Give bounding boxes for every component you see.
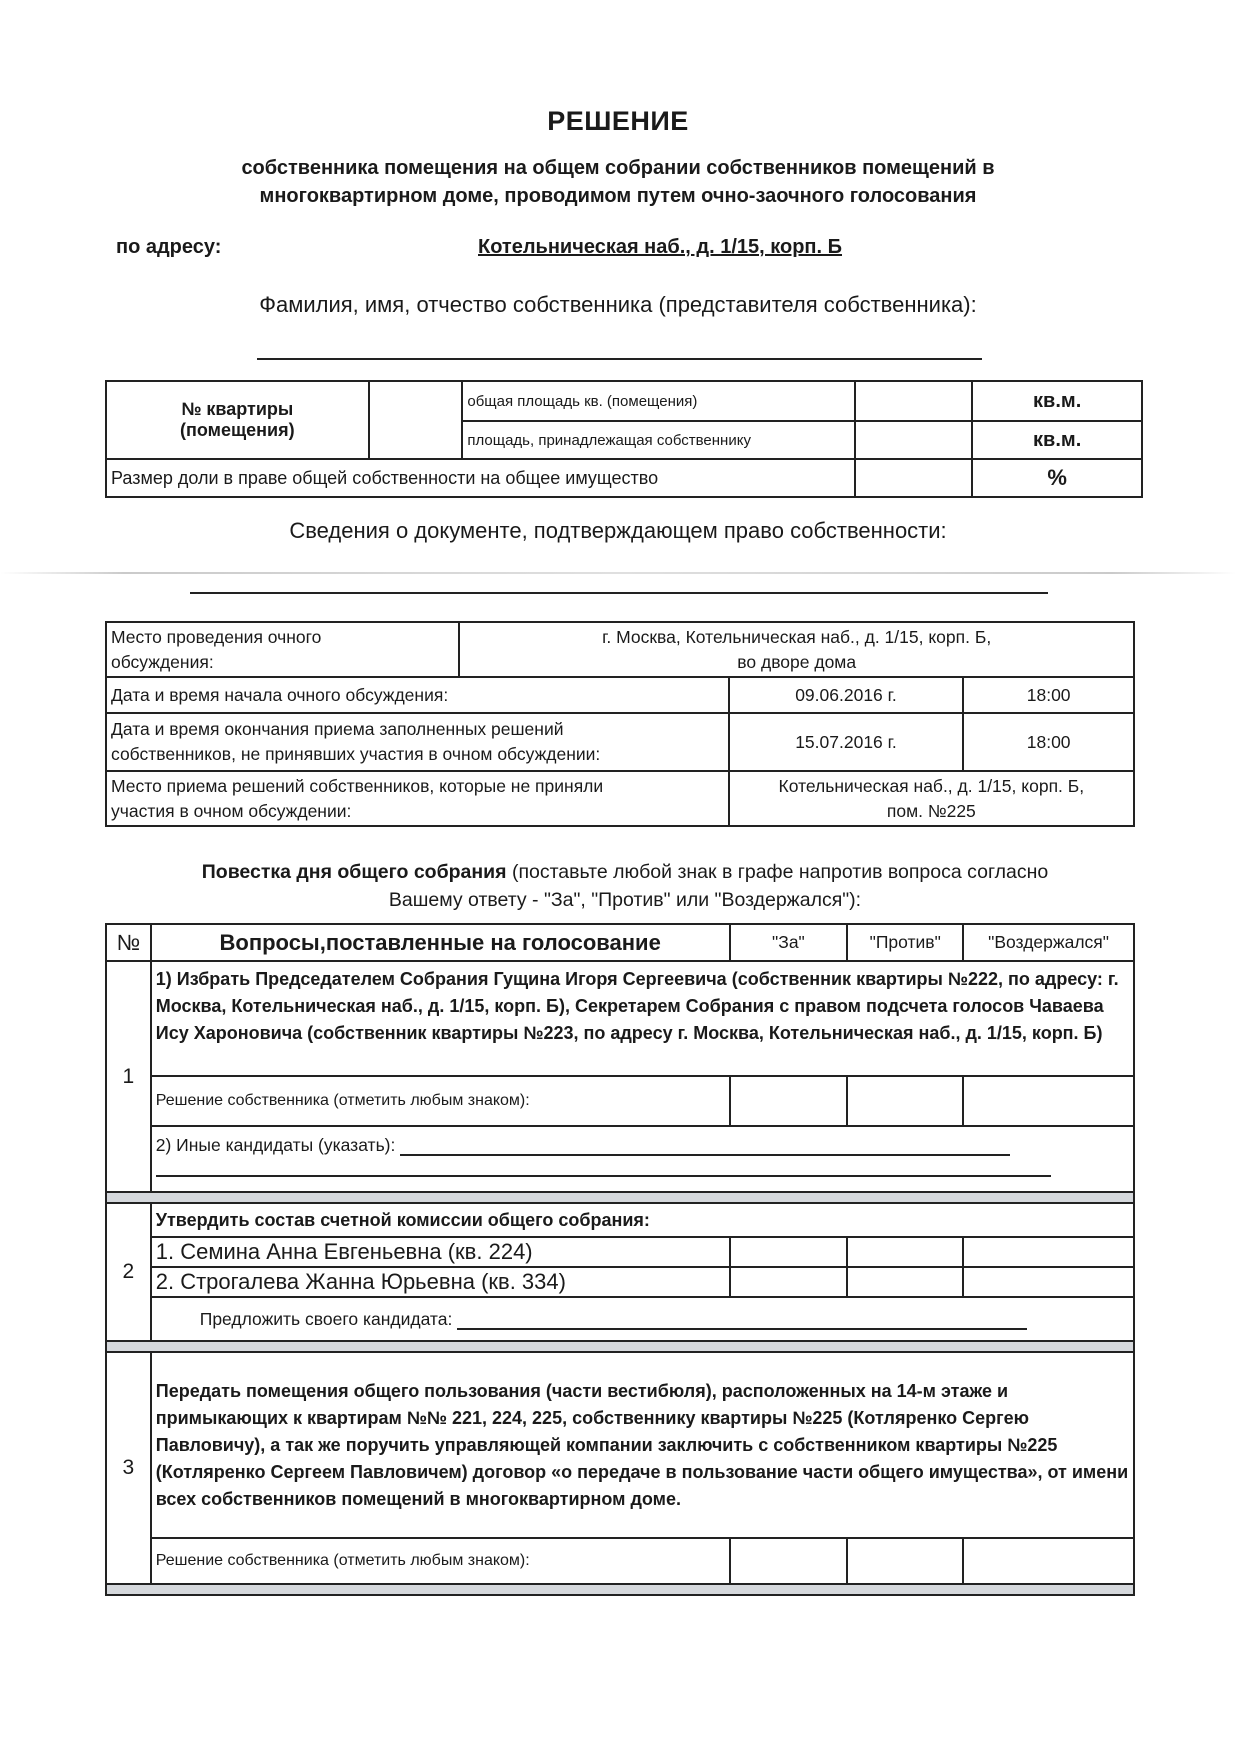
item-3-question: Передать помещения общего пользования (части вестибюля), расположенных на 14-м этаже и примыкающих к квартирам №№ 221, 224, 225, собственнику квартиры №225 (Котляренко Сергею Павловичу), а так же поручить управляющей компании заключить с собственником квартиры №225 (Котляренко Сергеем Павловичем) договор «о передаче в пользование части общего имущества», от имени всех собственников помещений в многоквартирном доме. — [151, 1352, 1134, 1538]
ownership-doc-field[interactable] — [190, 592, 1048, 594]
item-2-candidate-1: 1. Семина Анна Евгеньевна (кв. 224) — [151, 1237, 730, 1267]
separator-band — [106, 1192, 1134, 1203]
item-2-propose-candidate-field[interactable] — [457, 1328, 1027, 1330]
scan-artifact — [0, 572, 1236, 574]
item-2-candidate-2-vote-for[interactable] — [730, 1267, 848, 1297]
owner-name-field[interactable] — [257, 358, 982, 360]
item-2-candidate-1-vote-for[interactable] — [730, 1237, 848, 1267]
receipt-place-label: Место приема решений собственников, которые не приняли участия в очном обсуждении: — [106, 771, 729, 826]
item-1-number: 1 — [106, 961, 151, 1192]
subtitle-line-1: собственника помещения на общем собрании собственников помещений в — [241, 157, 995, 179]
meeting-info-table — [105, 621, 1135, 827]
total-area-label: общая площадь кв. (помещения) — [462, 381, 854, 421]
item-1-vote-for[interactable] — [730, 1076, 848, 1126]
item-2-candidate-1-vote-abstain[interactable] — [963, 1237, 1134, 1267]
item-2-candidate-2: 2. Строгалева Жанна Юрьевна (кв. 334) — [151, 1267, 730, 1297]
col-header-number: № — [106, 924, 151, 961]
ownership-doc-label: Сведения о документе, подтверждающем право собственности: — [289, 518, 947, 543]
item-1-decision-label: Решение собственника (отметить любым знаком): — [151, 1076, 730, 1126]
owned-area-label: площадь, принадлежащая собственнику — [462, 421, 854, 459]
item-3-vote-for[interactable] — [730, 1538, 848, 1584]
subtitle-line-2: многоквартирном доме, проводимом путем очно-заочного голосования — [259, 185, 977, 207]
item-3-vote-abstain[interactable] — [963, 1538, 1134, 1584]
property-table — [105, 380, 1143, 498]
address-label: по адресу: — [116, 236, 222, 258]
share-unit: % — [972, 459, 1142, 497]
col-header-against: "Против" — [847, 924, 963, 961]
item-1-question: 1) Избрать Председателем Собрания Гущина Игоря Сергеевича (собственник квартиры №222, по адресу: г. Москва, Котельническая наб., д. 1/15, корп. Б), Секретарем Собрания с правом подсчета голосов Чаваева Ису Хароновича (собственник квартиры №223, по адресу г. Москва, Котельническая наб., д. 1/15, корп. Б) — [151, 961, 1134, 1076]
item-1-other-candidates-field-2[interactable] — [156, 1175, 1051, 1177]
end-date: 15.07.2016 г. — [729, 713, 964, 771]
col-header-question: Вопросы,поставленные на голосование — [151, 924, 730, 961]
separator-band — [106, 1584, 1134, 1595]
apartment-number-field[interactable] — [369, 381, 463, 459]
apartment-number-label: № квартиры (помещения) — [106, 381, 369, 459]
document-subtitle — [150, 154, 1086, 210]
meeting-place-value: г. Москва, Котельническая наб., д. 1/15, корп. Б, во дворе дома — [459, 622, 1134, 677]
address-value: Котельническая наб., д. 1/15, корп. Б — [478, 236, 842, 258]
item-1-vote-abstain[interactable] — [963, 1076, 1134, 1126]
item-1-vote-against[interactable] — [847, 1076, 963, 1126]
item-2-number: 2 — [106, 1203, 151, 1341]
item-1-other-candidates: 2) Иные кандидаты (указать): — [151, 1126, 1134, 1192]
item-2-question: Утвердить состав счетной комиссии общего собрания: — [151, 1203, 1134, 1237]
col-header-abstain: "Воздержался" — [963, 924, 1134, 961]
owner-name-label: Фамилия, имя, отчество собственника (представителя собственника): — [259, 292, 977, 317]
item-2-candidate-1-vote-against[interactable] — [847, 1237, 963, 1267]
share-label: Размер доли в праве общей собственности на общее имущество — [106, 459, 855, 497]
item-1-other-candidates-field[interactable] — [400, 1154, 1010, 1156]
end-time: 18:00 — [963, 713, 1134, 771]
start-date: 09.06.2016 г. — [729, 677, 964, 713]
meeting-place-label: Место проведения очного обсуждения: — [106, 622, 459, 677]
item-3-decision-label: Решение собственника (отметить любым знаком): — [151, 1538, 730, 1584]
item-2-propose-candidate: Предложить своего кандидата: — [151, 1297, 1134, 1341]
agenda-table — [105, 923, 1135, 1596]
total-area-unit: кв.м. — [972, 381, 1142, 421]
col-header-for: "За" — [730, 924, 848, 961]
document-title: РЕШЕНИЕ — [547, 106, 689, 136]
item-2-candidate-2-vote-against[interactable] — [847, 1267, 963, 1297]
share-field[interactable] — [855, 459, 973, 497]
start-time: 18:00 — [963, 677, 1134, 713]
end-datetime-label: Дата и время окончания приема заполненных решений собственников, не принявших участия в очном обсуждении: — [106, 713, 729, 771]
item-2-candidate-2-vote-abstain[interactable] — [963, 1267, 1134, 1297]
item-3-number: 3 — [106, 1352, 151, 1584]
receipt-place-value: Котельническая наб., д. 1/15, корп. Б, пом. №225 — [729, 771, 1134, 826]
item-3-vote-against[interactable] — [847, 1538, 963, 1584]
agenda-title: Повестка дня общего собрания (поставьте любой знак в графе напротив вопроса согласно Вашему ответу - "За", "Против" или "Воздержался"): — [201, 861, 1049, 911]
owned-area-field[interactable] — [855, 421, 973, 459]
owned-area-unit: кв.м. — [972, 421, 1142, 459]
total-area-field[interactable] — [855, 381, 973, 421]
start-datetime-label: Дата и время начала очного обсуждения: — [106, 677, 729, 713]
separator-band — [106, 1341, 1134, 1352]
